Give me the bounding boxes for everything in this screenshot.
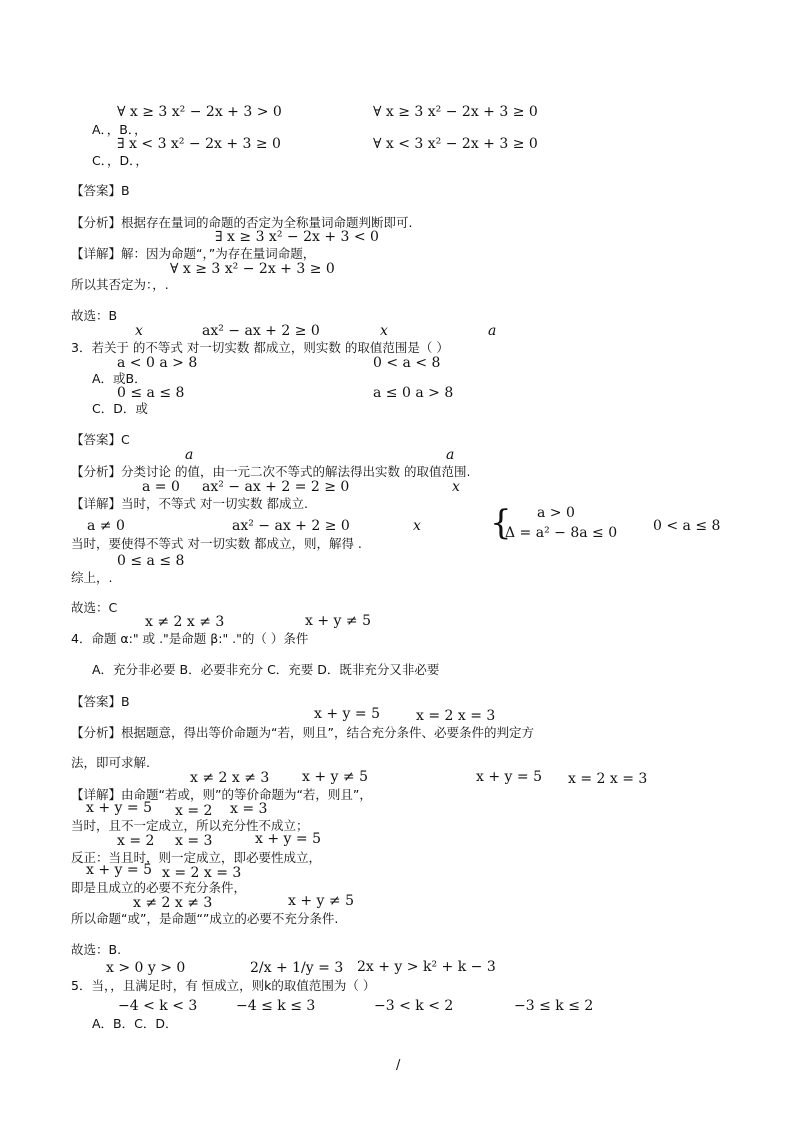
q3-summary-math: 0 ≤ a ≤ 8 (117, 553, 185, 569)
q4-detail-line1: 【详解】由命题“若或，则”的等价命题为“若，则且”， (71, 787, 372, 802)
q4-analysis-line1: 【分析】根据题意，得出等价命题为“若，则且”，结合充分条件、必要条件的判定方 (71, 725, 534, 740)
q2-choice: 故选：B (71, 308, 118, 323)
q2-option-b-math: ∀ x ≥ 3 x² − 2x + 3 ≥ 0 (373, 104, 538, 120)
q5-option-d-math: −3 ≤ k ≤ 2 (514, 998, 594, 1014)
q3-math-a-top: a (185, 447, 194, 463)
q5-math-inequality: 2x + y > k² + k − 3 (357, 959, 496, 975)
q3-summary: 综上，. (71, 570, 113, 585)
q5-stem: 5．当，，且满足时，有 恒成立，则k的取值范围为（ ） (71, 978, 376, 993)
q4-detail-math-4: x = 2 x = 3 (568, 771, 648, 787)
q2-detail: 【详解】解：因为命题“，”为存在量词命题， (71, 246, 316, 261)
q4-line4-math-2: x = 2 x = 3 (162, 865, 242, 881)
q2-options-cd: C．，D．， (92, 153, 148, 168)
q4-detail-line4: 即是且成立的必要不充分条件， (71, 880, 247, 895)
q4-line2-math-1: x + y = 5 (86, 800, 152, 816)
q3-detail2: 当时，要使得不等式 对一切实数 都成立，则，解得 . (71, 536, 362, 551)
q3-system-line2: Δ = a² − 8a ≤ 0 (505, 525, 618, 541)
q2-detail-math-2: ∀ x ≥ 3 x² − 2x + 3 ≥ 0 (170, 261, 335, 277)
q5-options: A．B．C．D． (92, 1016, 178, 1031)
q3-detail1: 【详解】当时，不等式 对一切实数 都成立. (71, 496, 308, 511)
q3-option-a-math: a < 0 a > 8 (117, 355, 198, 371)
q4-detail-line2: 当时，且不一定成立，所以充分性不成立； (71, 818, 309, 833)
q4-line5-math-2: x + y ≠ 5 (288, 893, 354, 909)
q4-line4-math-1: x + y = 5 (86, 862, 152, 878)
q3-option-c-math: 0 ≤ a ≤ 8 (117, 385, 185, 401)
q4-math-beta: x + y ≠ 5 (305, 613, 371, 629)
q2-option-a-math: ∀ x ≥ 3 x² − 2x + 3 > 0 (117, 104, 282, 120)
q3-options-ab: A．或B． (92, 371, 147, 386)
q2-analysis: 【分析】根据存在量词的命题的否定为全称量词命题判断即可. (71, 215, 413, 230)
q3-math-a-top2: a (446, 447, 455, 463)
q5-math-equation: 2/x + 1/y = 3 (250, 960, 344, 976)
q4-detail-line3: 反正：当且时，则一定成立，即必要性成立， (71, 850, 322, 865)
q3-answer: 【答案】C (71, 432, 130, 447)
q2-answer: 【答案】B (71, 183, 130, 198)
q4-analysis-math-1: x + y = 5 (314, 706, 380, 722)
q5-option-a-math: −4 < k < 3 (118, 998, 198, 1014)
q3-detail1-math-b: ax² − ax + 2 = 2 ≥ 0 (202, 479, 350, 495)
q4-choice: 故选：B. (71, 942, 122, 957)
q4-analysis-line2: 法，即可求解. (71, 755, 150, 770)
q5-option-c-math: −3 < k < 2 (374, 998, 454, 1014)
q3-system-brace: { (490, 503, 512, 543)
q3-choice: 故选：C (71, 600, 118, 615)
q3-option-d-math: a ≤ 0 a > 8 (373, 385, 454, 401)
q4-answer: 【答案】B (71, 694, 130, 709)
q2-detail-math-1: ∃ x ≥ 3 x² − 2x + 3 < 0 (215, 229, 379, 245)
q4-stem: 4．命题 α:" 或 ."是命题 β:" ."的（ ）条件 (71, 631, 309, 646)
q5-math-conditions: x > 0 y > 0 (106, 960, 186, 976)
q3-analysis: 【分析】分类讨论 的值，由一元二次不等式的解法得出实数 的取值范围. (71, 464, 471, 479)
q4-line5-math-1: x ≠ 2 x ≠ 3 (133, 895, 213, 911)
q5-option-b-math: −4 ≤ k ≤ 3 (236, 998, 316, 1014)
q4-detail-math-2: x + y ≠ 5 (302, 769, 368, 785)
q3-stem: 3．若关于 的不等式 对一切实数 都成立，则实数 的取值范围是（ ） (71, 340, 449, 355)
q2-negation: 所以其否定为：，. (71, 277, 169, 292)
q3-math-x: x (135, 323, 143, 339)
q3-detail2-math-c: x (413, 518, 421, 534)
q3-options-cd: C．D．或 (92, 401, 148, 416)
q3-detail2-math-a: a ≠ 0 (87, 518, 125, 534)
q4-line3-math-1: x = 2 (117, 833, 155, 849)
q2-option-c-math: ∃ x < 3 x² − 2x + 3 ≥ 0 (117, 136, 281, 152)
q3-detail2-math-d: 0 < a ≤ 8 (653, 518, 721, 534)
q4-math-alpha: x ≠ 2 x ≠ 3 (145, 614, 225, 630)
page-footer: / (396, 1058, 401, 1073)
q3-math-inequality: ax² − ax + 2 ≥ 0 (202, 323, 320, 339)
q3-detail1-math-c: x (452, 479, 460, 495)
q3-detail2-math-b: ax² − ax + 2 ≥ 0 (232, 518, 350, 534)
q3-detail1-math-a: a = 0 (142, 479, 180, 495)
q4-line2-math-2: x = 2 (175, 803, 213, 819)
q4-detail-math-1: x ≠ 2 x ≠ 3 (190, 770, 270, 786)
q4-line2-math-3: x = 3 (230, 801, 268, 817)
q3-math-a: a (488, 323, 497, 339)
q2-options-ab: A．，B．， (92, 122, 147, 137)
q4-line3-math-3: x + y = 5 (255, 831, 321, 847)
q3-system-line1: a > 0 (537, 505, 575, 521)
q3-math-x2: x (380, 323, 388, 339)
q4-detail-line5: 所以命题“或”，是命题“”成立的必要不充分条件. (71, 911, 339, 926)
q2-option-d-math: ∀ x < 3 x² − 2x + 3 ≥ 0 (373, 136, 538, 152)
q4-options: A．充分非必要 B．必要非充分 C．充要 D．既非充分又非必要 (92, 662, 440, 677)
q4-analysis-math-2: x = 2 x = 3 (416, 708, 496, 724)
q3-option-b-math: 0 < a < 8 (373, 355, 441, 371)
q4-line3-math-2: x = 3 (175, 833, 213, 849)
q4-detail-math-3: x + y = 5 (476, 769, 542, 785)
